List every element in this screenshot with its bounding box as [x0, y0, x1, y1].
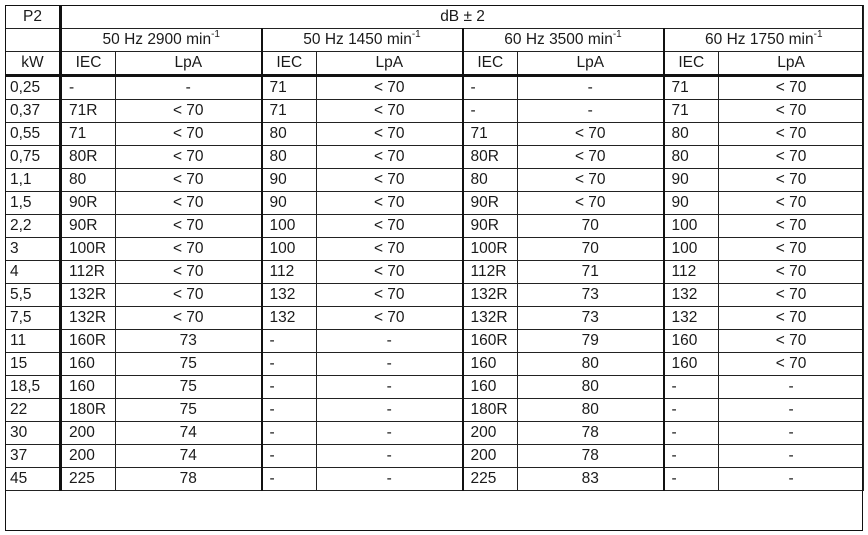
- iec-frame-cell: 100: [262, 215, 317, 238]
- iec-frame-cell: -: [262, 353, 317, 376]
- iec-frame-cell: 71: [664, 100, 719, 123]
- lpa-value-cell: -: [317, 445, 463, 468]
- iec-frame-cell: -: [61, 76, 116, 100]
- iec-frame-cell: 112R: [463, 261, 518, 284]
- lpa-value-cell: -: [518, 100, 664, 123]
- lpa-value-cell: 75: [116, 353, 262, 376]
- iec-frame-cell: -: [262, 445, 317, 468]
- lpa-value-cell: < 70: [116, 146, 262, 169]
- lpa-value-cell: < 70: [518, 123, 664, 146]
- lpa-value-cell: < 70: [518, 169, 664, 192]
- power-kw-cell: 5,5: [6, 284, 61, 307]
- power-kw-cell: 1,5: [6, 192, 61, 215]
- lpa-value-cell: < 70: [719, 238, 864, 261]
- power-kw-cell: 15: [6, 353, 61, 376]
- lpa-value-cell: < 70: [317, 192, 463, 215]
- lpa-value-cell: 75: [116, 399, 262, 422]
- lpa-value-cell: -: [317, 422, 463, 445]
- table-row: [6, 76, 864, 100]
- lpa-value-cell: < 70: [116, 100, 262, 123]
- power-kw-cell: 18,5: [6, 376, 61, 399]
- lpa-value-cell: 73: [518, 284, 664, 307]
- power-kw-cell: 0,55: [6, 123, 61, 146]
- lpa-value-cell: < 70: [719, 330, 864, 353]
- iec-frame-cell: 132R: [463, 307, 518, 330]
- lpa-value-cell: -: [719, 468, 864, 491]
- noise-table-sheet: [5, 5, 863, 531]
- table-row: [6, 261, 864, 284]
- lpa-value-cell: -: [719, 376, 864, 399]
- iec-frame-cell: 90R: [61, 215, 116, 238]
- lpa-value-cell: < 70: [317, 169, 463, 192]
- iec-frame-cell: 80R: [61, 146, 116, 169]
- iec-frame-cell: 71R: [61, 100, 116, 123]
- iec-frame-cell: -: [664, 422, 719, 445]
- lpa-value-cell: -: [317, 330, 463, 353]
- lpa-header: LpA: [518, 52, 664, 76]
- group-header-60hz-1750: 60 Hz 1750 $\min^{-1}$: [664, 29, 864, 52]
- iec-frame-cell: 160: [463, 353, 518, 376]
- lpa-value-cell: < 70: [317, 284, 463, 307]
- iec-frame-cell: 132: [262, 307, 317, 330]
- lpa-value-cell: < 70: [518, 192, 664, 215]
- iec-frame-cell: 132: [664, 307, 719, 330]
- lpa-value-cell: -: [719, 445, 864, 468]
- lpa-value-cell: < 70: [116, 192, 262, 215]
- lpa-value-cell: 70: [518, 215, 664, 238]
- lpa-value-cell: 80: [518, 399, 664, 422]
- p2-header: P2: [6, 6, 61, 29]
- lpa-value-cell: < 70: [317, 76, 463, 100]
- lpa-value-cell: 73: [116, 330, 262, 353]
- lpa-value-cell: -: [719, 422, 864, 445]
- lpa-value-cell: < 70: [317, 238, 463, 261]
- lpa-value-cell: < 70: [719, 123, 864, 146]
- iec-header: IEC: [262, 52, 317, 76]
- iec-frame-cell: -: [262, 399, 317, 422]
- lpa-value-cell: < 70: [317, 307, 463, 330]
- iec-frame-cell: -: [664, 445, 719, 468]
- iec-frame-cell: 90: [262, 169, 317, 192]
- iec-frame-cell: 132R: [61, 307, 116, 330]
- lpa-value-cell: < 70: [116, 169, 262, 192]
- iec-frame-cell: 71: [463, 123, 518, 146]
- lpa-value-cell: < 70: [116, 307, 262, 330]
- lpa-value-cell: < 70: [719, 192, 864, 215]
- table-row: [6, 192, 864, 215]
- iec-frame-cell: 90R: [61, 192, 116, 215]
- lpa-header: LpA: [317, 52, 463, 76]
- iec-frame-cell: 112R: [61, 261, 116, 284]
- iec-frame-cell: -: [262, 330, 317, 353]
- iec-header: IEC: [61, 52, 116, 76]
- header-row-1: [6, 6, 864, 29]
- iec-header: IEC: [664, 52, 719, 76]
- group-header-50hz-1450: 50 Hz 1450 $\min^{-1}$: [262, 29, 463, 52]
- iec-frame-cell: 132R: [61, 284, 116, 307]
- iec-frame-cell: 180R: [463, 399, 518, 422]
- power-kw-cell: 3: [6, 238, 61, 261]
- power-kw-cell: 2,2: [6, 215, 61, 238]
- iec-frame-cell: 200: [61, 422, 116, 445]
- power-kw-cell: 0,75: [6, 146, 61, 169]
- iec-frame-cell: 160: [463, 376, 518, 399]
- lpa-value-cell: < 70: [719, 284, 864, 307]
- iec-frame-cell: 90R: [463, 215, 518, 238]
- iec-frame-cell: 160R: [61, 330, 116, 353]
- lpa-value-cell: 74: [116, 445, 262, 468]
- iec-frame-cell: 80: [664, 123, 719, 146]
- iec-frame-cell: 90R: [463, 192, 518, 215]
- lpa-value-cell: < 70: [518, 146, 664, 169]
- iec-frame-cell: 160: [664, 353, 719, 376]
- power-kw-cell: 45: [6, 468, 61, 491]
- iec-frame-cell: 160R: [463, 330, 518, 353]
- iec-frame-cell: -: [262, 376, 317, 399]
- lpa-value-cell: < 70: [317, 123, 463, 146]
- noise-table: [5, 5, 864, 491]
- lpa-value-cell: < 70: [719, 353, 864, 376]
- group-header-60hz-3500: 60 Hz 3500 $\min^{-1}$: [463, 29, 664, 52]
- lpa-value-cell: 79: [518, 330, 664, 353]
- lpa-value-cell: < 70: [719, 100, 864, 123]
- lpa-value-cell: < 70: [116, 284, 262, 307]
- power-kw-cell: 7,5: [6, 307, 61, 330]
- table-row: [6, 422, 864, 445]
- power-kw-cell: 37: [6, 445, 61, 468]
- lpa-value-cell: 75: [116, 376, 262, 399]
- iec-frame-cell: 225: [463, 468, 518, 491]
- iec-frame-cell: -: [664, 468, 719, 491]
- iec-frame-cell: -: [664, 399, 719, 422]
- iec-frame-cell: 80: [463, 169, 518, 192]
- iec-frame-cell: 132: [262, 284, 317, 307]
- lpa-value-cell: -: [317, 399, 463, 422]
- lpa-value-cell: < 70: [317, 215, 463, 238]
- table-row: [6, 307, 864, 330]
- power-kw-cell: 1,1: [6, 169, 61, 192]
- iec-frame-cell: 90: [664, 169, 719, 192]
- lpa-value-cell: < 70: [317, 261, 463, 284]
- iec-frame-cell: 90: [664, 192, 719, 215]
- header-row-3: [6, 52, 864, 76]
- lpa-value-cell: 80: [518, 353, 664, 376]
- power-kw-cell: 4: [6, 261, 61, 284]
- lpa-value-cell: < 70: [317, 100, 463, 123]
- iec-frame-cell: 200: [463, 422, 518, 445]
- lpa-value-cell: < 70: [719, 146, 864, 169]
- lpa-value-cell: 74: [116, 422, 262, 445]
- lpa-value-cell: 80: [518, 376, 664, 399]
- power-kw-cell: 11: [6, 330, 61, 353]
- iec-frame-cell: 100: [664, 238, 719, 261]
- table-row: [6, 238, 864, 261]
- lpa-value-cell: 83: [518, 468, 664, 491]
- kw-header: kW: [6, 52, 61, 76]
- lpa-value-cell: 73: [518, 307, 664, 330]
- table-row: [6, 376, 864, 399]
- table-row: [6, 169, 864, 192]
- lpa-value-cell: -: [719, 399, 864, 422]
- iec-frame-cell: -: [262, 422, 317, 445]
- power-kw-cell: 0,25: [6, 76, 61, 100]
- iec-frame-cell: 80: [262, 146, 317, 169]
- table-row: [6, 146, 864, 169]
- lpa-value-cell: 78: [518, 445, 664, 468]
- table-row: [6, 284, 864, 307]
- table-row: [6, 100, 864, 123]
- table-row: [6, 123, 864, 146]
- power-kw-cell: 0,37: [6, 100, 61, 123]
- lpa-value-cell: < 70: [317, 146, 463, 169]
- lpa-value-cell: < 70: [719, 261, 864, 284]
- table-row: [6, 445, 864, 468]
- iec-frame-cell: 160: [664, 330, 719, 353]
- lpa-value-cell: -: [317, 353, 463, 376]
- lpa-value-cell: < 70: [719, 215, 864, 238]
- lpa-value-cell: -: [116, 76, 262, 100]
- lpa-value-cell: -: [518, 76, 664, 100]
- lpa-value-cell: 71: [518, 261, 664, 284]
- power-kw-cell: 30: [6, 422, 61, 445]
- iec-frame-cell: 160: [61, 376, 116, 399]
- iec-frame-cell: 200: [463, 445, 518, 468]
- table-row: [6, 330, 864, 353]
- lpa-value-cell: < 70: [116, 261, 262, 284]
- iec-frame-cell: -: [463, 76, 518, 100]
- table-row: [6, 353, 864, 376]
- iec-header: IEC: [463, 52, 518, 76]
- lpa-header: LpA: [719, 52, 864, 76]
- iec-frame-cell: 200: [61, 445, 116, 468]
- lpa-value-cell: < 70: [719, 76, 864, 100]
- iec-frame-cell: 80R: [463, 146, 518, 169]
- iec-frame-cell: 80: [61, 169, 116, 192]
- iec-frame-cell: 80: [664, 146, 719, 169]
- iec-frame-cell: 132: [664, 284, 719, 307]
- header-row-2: [6, 29, 864, 52]
- lpa-header: LpA: [116, 52, 262, 76]
- iec-frame-cell: 160: [61, 353, 116, 376]
- lpa-value-cell: 78: [116, 468, 262, 491]
- db-header: dB ± 2: [61, 6, 864, 29]
- iec-frame-cell: 100: [262, 238, 317, 261]
- iec-frame-cell: -: [262, 468, 317, 491]
- lpa-value-cell: < 70: [116, 123, 262, 146]
- lpa-value-cell: < 70: [719, 169, 864, 192]
- iec-frame-cell: -: [664, 376, 719, 399]
- iec-frame-cell: 100R: [61, 238, 116, 261]
- table-row: [6, 399, 864, 422]
- lpa-value-cell: -: [317, 468, 463, 491]
- power-kw-cell: 22: [6, 399, 61, 422]
- lpa-value-cell: 78: [518, 422, 664, 445]
- iec-frame-cell: 90: [262, 192, 317, 215]
- iec-frame-cell: 225: [61, 468, 116, 491]
- iec-frame-cell: 112: [262, 261, 317, 284]
- iec-frame-cell: 132R: [463, 284, 518, 307]
- iec-frame-cell: 71: [262, 76, 317, 100]
- lpa-value-cell: < 70: [116, 238, 262, 261]
- iec-frame-cell: 71: [61, 123, 116, 146]
- iec-frame-cell: 71: [664, 76, 719, 100]
- table-row: [6, 215, 864, 238]
- lpa-value-cell: -: [317, 376, 463, 399]
- iec-frame-cell: -: [463, 100, 518, 123]
- lpa-value-cell: < 70: [116, 215, 262, 238]
- group-header-50hz-2900: 50 Hz 2900 $\min^{-1}$: [61, 29, 262, 52]
- iec-frame-cell: 80: [262, 123, 317, 146]
- lpa-value-cell: < 70: [719, 307, 864, 330]
- lpa-value-cell: 70: [518, 238, 664, 261]
- iec-frame-cell: 112: [664, 261, 719, 284]
- iec-frame-cell: 180R: [61, 399, 116, 422]
- blank-header-cell: [6, 29, 61, 52]
- table-row: [6, 468, 864, 491]
- iec-frame-cell: 71: [262, 100, 317, 123]
- iec-frame-cell: 100: [664, 215, 719, 238]
- iec-frame-cell: 100R: [463, 238, 518, 261]
